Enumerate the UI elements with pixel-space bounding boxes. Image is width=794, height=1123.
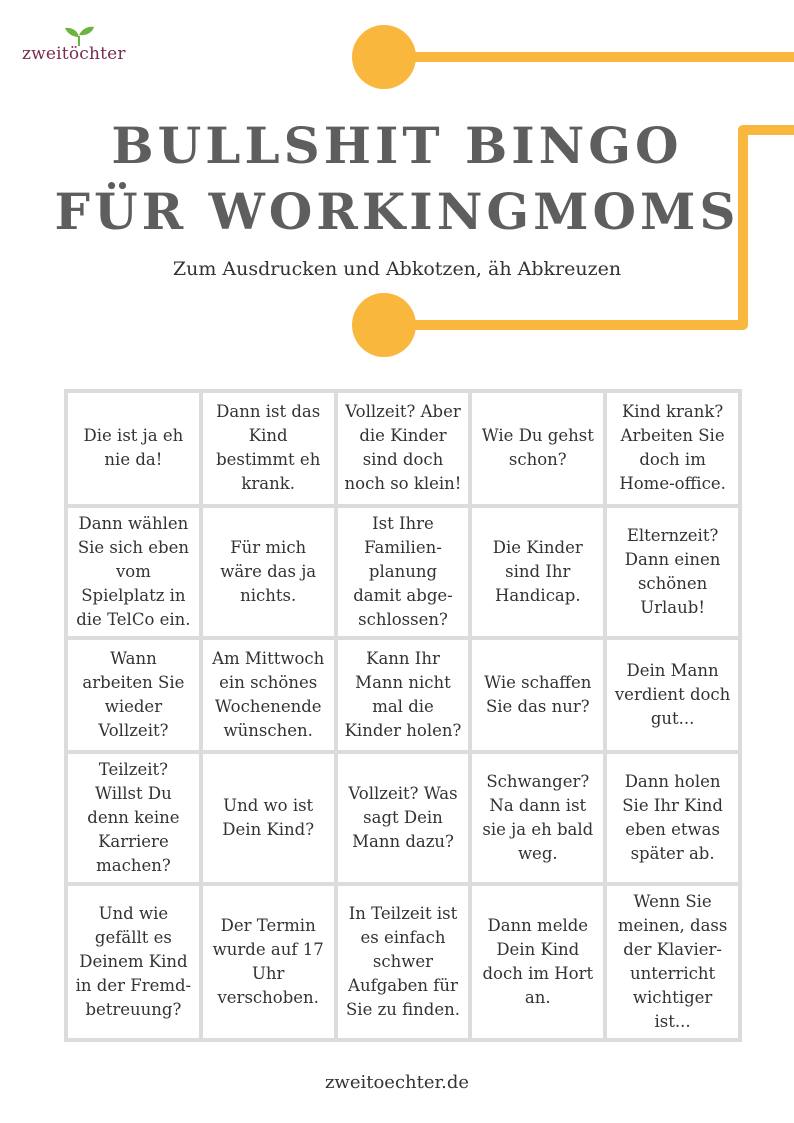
page-subtitle: Zum Ausdrucken und Abkotzen, äh Abkreuzen: [172, 258, 622, 280]
bingo-cell[interactable]: Die ist ja eh nie da!: [68, 393, 199, 504]
bingo-cell[interactable]: Und wo ist Dein Kind?: [203, 754, 334, 882]
bingo-cell[interactable]: Dann wählen Sie sich eben vom Spielplatz in die TelCo ein.: [68, 508, 199, 636]
bingo-cell[interactable]: In Teilzeit ist es einfach schwer Aufgaben für Sie zu finden.: [338, 886, 469, 1038]
bingo-cell[interactable]: Teilzeit? Willst Du denn keine Karriere machen?: [68, 754, 199, 882]
bingo-cell[interactable]: Am Mittwoch ein schönes Wochenende wünschen.: [203, 640, 334, 751]
bingo-cell[interactable]: Ist Ihre Familien-planung damit abge-schlossen?: [338, 508, 469, 636]
bingo-cell[interactable]: Dann melde Dein Kind doch im Hort an.: [472, 886, 603, 1038]
bingo-cell[interactable]: Die Kinder sind Ihr Handicap.: [472, 508, 603, 636]
bingo-cell[interactable]: Vollzeit? Was sagt Dein Mann dazu?: [338, 754, 469, 882]
bingo-grid: [64, 389, 742, 1042]
bingo-cell[interactable]: Wann arbeiten Sie wieder Vollzeit?: [68, 640, 199, 751]
bingo-cell[interactable]: Dann ist das Kind bestimmt eh krank.: [203, 393, 334, 504]
bingo-cell[interactable]: Wie Du gehst schon?: [472, 393, 603, 504]
page-title-line-2: FÜR WORKINGMOMS: [54, 182, 740, 241]
bingo-cell[interactable]: Vollzeit? Aber die Kinder sind doch noch so klein!: [338, 393, 469, 504]
bingo-cell[interactable]: Der Termin wurde auf 17 Uhr verschoben.: [203, 886, 334, 1038]
bingo-cell[interactable]: Elternzeit? Dann einen schönen Urlaub!: [607, 508, 738, 636]
bingo-cell[interactable]: Dann holen Sie Ihr Kind eben etwas später ab.: [607, 754, 738, 882]
bingo-cell[interactable]: Wenn Sie meinen, dass der Klavier-unterricht wichtiger ist...: [607, 886, 738, 1038]
page-title-line-1: BULLSHIT BINGO: [111, 116, 683, 175]
footer-url: zweitoechter.de: [324, 1072, 470, 1093]
bingo-cell[interactable]: Und wie gefällt es Deinem Kind in der Fremd-betreuung?: [68, 886, 199, 1038]
bingo-cell[interactable]: Kind krank? Arbeiten Sie doch im Home-office.: [607, 393, 738, 504]
bingo-cell[interactable]: Schwanger? Na dann ist sie ja eh bald weg.: [472, 754, 603, 882]
bingo-cell[interactable]: Kann Ihr Mann nicht mal die Kinder holen?: [338, 640, 469, 751]
decorative-accent-lines: [0, 0, 794, 360]
bingo-cell[interactable]: Für mich wäre das ja nichts.: [203, 508, 334, 636]
bingo-cell[interactable]: Dein Mann verdient doch gut...: [607, 640, 738, 751]
logo-text: zweitöchter: [22, 44, 126, 64]
bingo-cell[interactable]: Wie schaffen Sie das nur?: [472, 640, 603, 751]
